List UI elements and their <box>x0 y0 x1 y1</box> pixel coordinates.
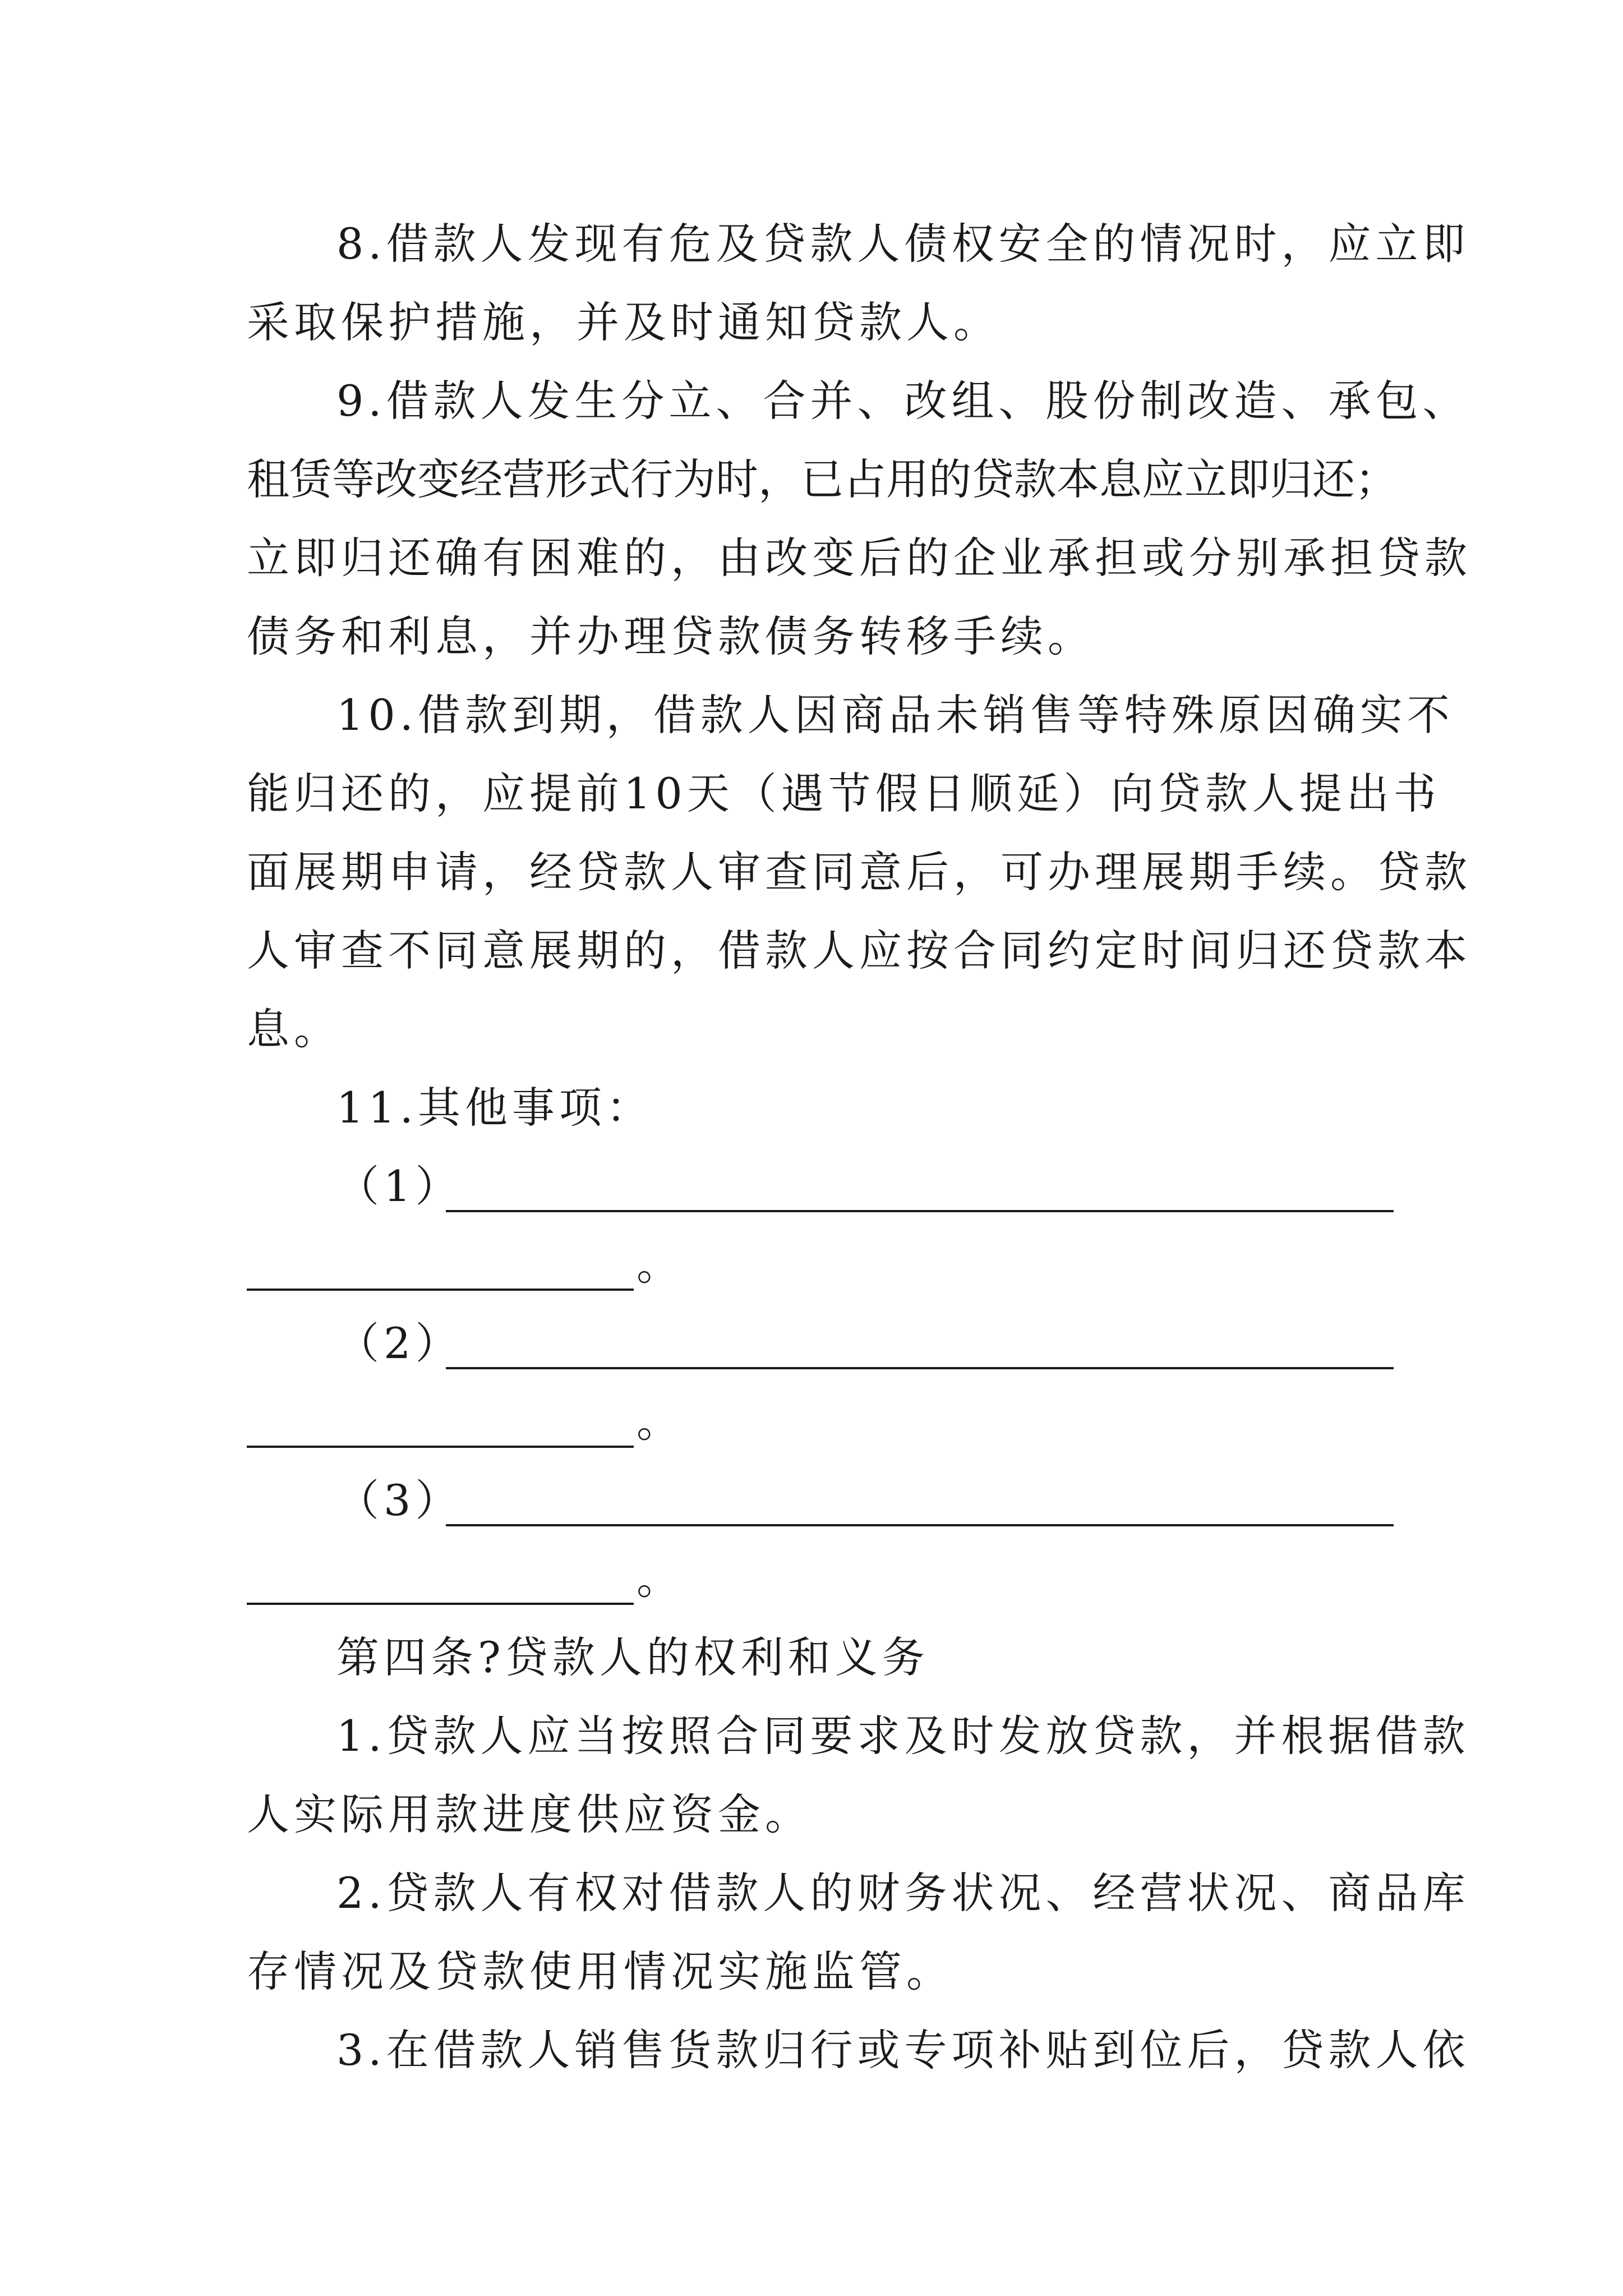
blank-line <box>247 1446 634 1448</box>
paragraph-line <box>0 1854 1623 1932</box>
text-line: 人审查不同意展期的，借款人应按合同约定时间归还贷款本 <box>247 926 1472 976</box>
paragraph-line <box>0 205 1623 283</box>
text-line: 11.其他事项： <box>336 1083 653 1133</box>
paragraph-line <box>0 1775 1623 1854</box>
item-label: （3） <box>336 1475 463 1525</box>
paragraph-line <box>0 1697 1623 1775</box>
item-end-mark: 。 <box>637 1240 679 1290</box>
paragraph-line <box>0 833 1623 912</box>
paragraph-line <box>0 1932 1623 2011</box>
fill-in-item-continuation <box>0 1383 1623 1461</box>
text-line: 10.借款到期，借款人因商品未销售等特殊原因确实不 <box>336 690 1454 740</box>
paragraph-line <box>0 440 1623 519</box>
blank-line <box>247 1289 634 1291</box>
paragraph-line <box>0 362 1623 440</box>
text-line: 3.在借款人销售货款归行或专项补贴到位后，贷款人依 <box>336 2025 1470 2075</box>
text-line: 1.贷款人应当按照合同要求及时发放贷款，并根据借款 <box>336 1711 1470 1761</box>
paragraph-line <box>0 519 1623 597</box>
text-line: 9.借款人发生分立、合并、改组、股份制改造、承包、 <box>336 376 1470 426</box>
fill-in-item <box>0 1147 1623 1226</box>
paragraph-line <box>0 990 1623 1069</box>
paragraph-line <box>0 676 1623 754</box>
paragraph-line <box>0 912 1623 990</box>
blank-line <box>446 1524 1394 1526</box>
blank-line <box>446 1210 1394 1212</box>
text-line: 人实际用款进度供应资金。 <box>247 1789 812 1839</box>
item-label: （2） <box>336 1318 463 1368</box>
blank-line <box>247 1603 634 1605</box>
paragraph-line <box>0 754 1623 833</box>
text-line: 8.借款人发现有危及贷款人债权安全的情况时，应立即 <box>336 219 1470 269</box>
item-end-mark: 。 <box>637 1397 679 1447</box>
item-label: （1） <box>336 1161 463 1211</box>
paragraph-line <box>0 283 1623 362</box>
fill-in-item-continuation <box>0 1540 1623 1618</box>
text-line: 2.贷款人有权对借款人的财务状况、经营状况、商品库 <box>336 1868 1470 1918</box>
text-line: 债务和利息，并办理贷款债务转移手续。 <box>247 611 1095 661</box>
text-line: 存情况及贷款使用情况实施监管。 <box>247 1947 953 1996</box>
text-line: 能归还的，应提前10天（遇节假日顺延）向贷款人提出书 <box>247 769 1441 818</box>
paragraph-line <box>0 1069 1623 1147</box>
article-heading: 第四条?贷款人的权利和义务 <box>336 1632 929 1682</box>
text-line: 采取保护措施，并及时通知贷款人。 <box>247 297 1000 347</box>
text-line: 租赁等改变经营形式行为时，已占用的贷款本息应立即归还； <box>247 454 1398 504</box>
text-line: 立即归还确有困难的，由改变后的企业承担或分别承担贷款 <box>247 533 1472 583</box>
text-line: 面展期申请，经贷款人审查同意后，可办理展期手续。贷款 <box>247 847 1472 897</box>
text-line: 息。 <box>247 1004 341 1054</box>
section-heading <box>0 1618 1623 1697</box>
fill-in-item <box>0 1304 1623 1383</box>
blank-line <box>446 1367 1394 1369</box>
paragraph-line <box>0 597 1623 676</box>
fill-in-item <box>0 1461 1623 1540</box>
paragraph-line <box>0 2011 1623 2090</box>
fill-in-item-continuation <box>0 1226 1623 1304</box>
item-end-mark: 。 <box>637 1554 679 1604</box>
